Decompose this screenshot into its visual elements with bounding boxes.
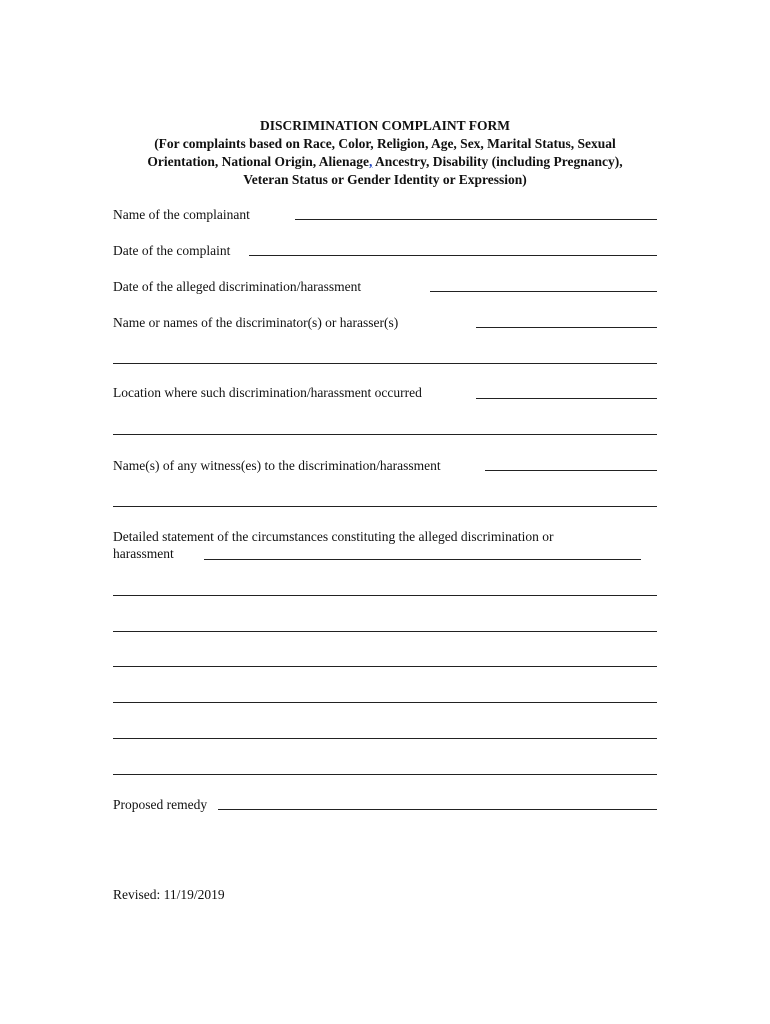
statement-field-line-3[interactable] bbox=[113, 631, 657, 632]
form-subtitle-line-3a: Orientation, National Origin, Alienage bbox=[147, 154, 369, 169]
form-subtitle-line-3 bbox=[100, 153, 670, 171]
statement-field-line-7[interactable] bbox=[113, 774, 657, 775]
statement-field-line-2[interactable] bbox=[113, 595, 657, 596]
statement-field[interactable] bbox=[204, 559, 641, 560]
form-title bbox=[100, 117, 670, 189]
witnesses-label: Name(s) of any witness(es) to the discrimination/harassment bbox=[113, 458, 441, 473]
remedy-field[interactable] bbox=[218, 809, 657, 810]
witnesses-field-line-2[interactable] bbox=[113, 506, 657, 507]
form-subtitle-line-3b: Ancestry, Disability (including Pregnancy), bbox=[372, 154, 623, 169]
location-field-line-2[interactable] bbox=[113, 434, 657, 435]
discriminator-names-field[interactable] bbox=[476, 327, 657, 328]
form-subtitle-comma: , bbox=[368, 154, 373, 169]
statement-field-line-4[interactable] bbox=[113, 666, 657, 667]
location-label: Location where such discrimination/harassment occurred bbox=[113, 385, 422, 400]
alleged-date-field[interactable] bbox=[430, 291, 657, 292]
form-subtitle-line-2: (For complaints based on Race, Color, Religion, Age, Sex, Marital Status, Sexual bbox=[154, 136, 616, 151]
statement-label-line-2: harassment bbox=[113, 546, 174, 561]
form-subtitle-line-4: Veteran Status or Gender Identity or Expression) bbox=[243, 172, 527, 187]
alleged-date-label: Date of the alleged discrimination/harassment bbox=[113, 279, 362, 294]
discriminator-names-field-line-2[interactable] bbox=[113, 363, 657, 364]
complaint-date-label: Date of the complaint bbox=[113, 243, 231, 258]
statement-field-line-5[interactable] bbox=[113, 702, 657, 703]
discriminator-names-label: Name or names of the discriminator(s) or harasser(s) bbox=[113, 315, 399, 330]
location-field[interactable] bbox=[476, 398, 657, 399]
form-title-line-1: DISCRIMINATION COMPLAINT FORM bbox=[259, 118, 510, 133]
revised-date: Revised: 11/19/2019 bbox=[113, 887, 225, 902]
complainant-name-field[interactable] bbox=[295, 219, 657, 220]
complaint-date-field[interactable] bbox=[249, 255, 657, 256]
remedy-label: Proposed remedy bbox=[113, 797, 208, 812]
complainant-name-label: Name of the complainant bbox=[113, 207, 250, 222]
statement-label-line-1: Detailed statement of the circumstances constituting the alleged discrimination or bbox=[113, 529, 554, 544]
witnesses-field[interactable] bbox=[485, 470, 657, 471]
statement-field-line-6[interactable] bbox=[113, 738, 657, 739]
